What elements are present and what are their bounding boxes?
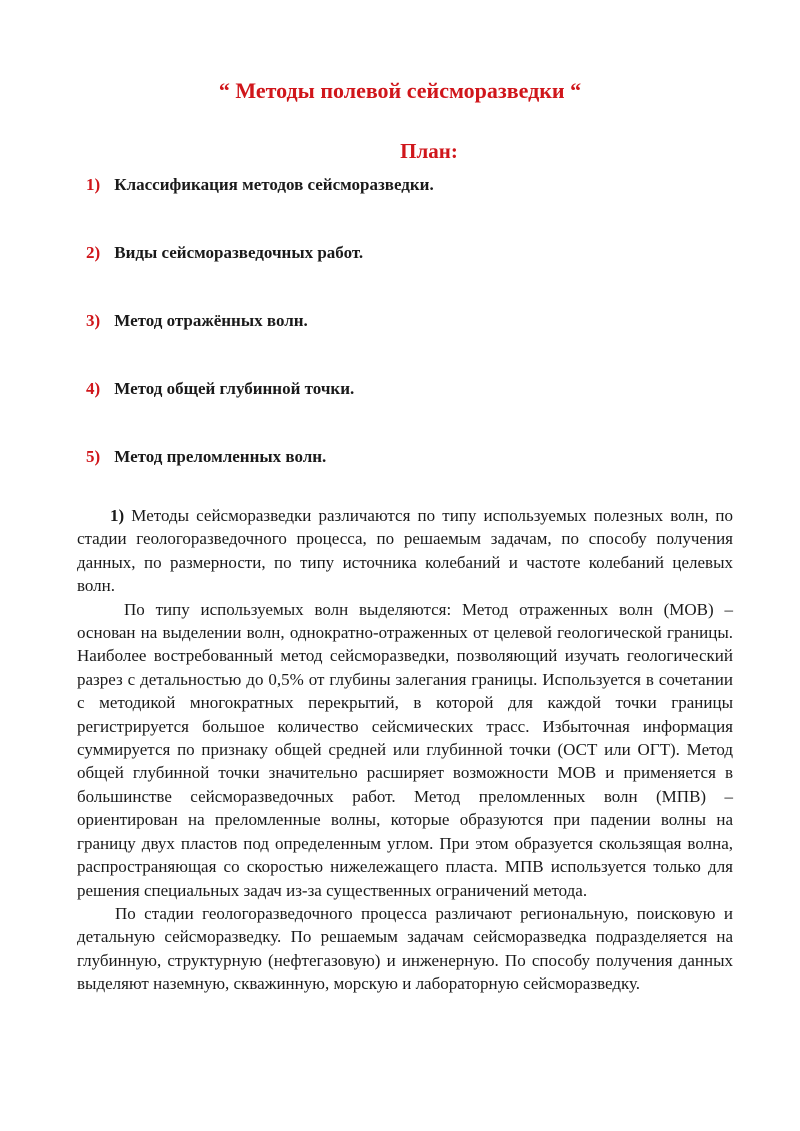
plan-list	[86, 172, 434, 512]
paragraph-number: 1)	[110, 506, 125, 525]
body-text	[77, 504, 733, 996]
paragraph-text: Методы сейсморазведки различаются по типу используемых полезных волн, по стадии геологоразведочного процесса, по решаемым задачам, по способу получения данных, по размерности, по типу источника колебаний и частоте колебаний целевых волн.	[77, 506, 733, 596]
plan-item-text: Метод общей глубинной точки.	[114, 379, 355, 398]
plan-item-number: 5)	[86, 447, 101, 466]
paragraph-stages: По стадии геологоразведочного процесса различают региональную, поисковую и детальную сейсморазведку. По решаемым задачам сейсморазведка подразделяется на глубинную, структурную (нефтегазовую) и инженерную. По способу получения данных выделяют наземную, скважинную, морскую и лабораторную сейсморазведку.	[77, 903, 733, 994]
plan-item-text: Метод преломленных волн.	[114, 447, 327, 466]
plan-item-text: Метод отражённых волн.	[114, 311, 308, 330]
plan-item	[86, 240, 434, 308]
plan-item-number: 2)	[86, 243, 101, 262]
plan-item	[86, 376, 434, 444]
document-title: “ Методы полевой сейсморазведки “	[218, 78, 582, 103]
plan-item-text: Классификация методов сейсморазведки.	[114, 175, 434, 194]
plan-heading: План:	[400, 139, 458, 163]
paragraph-classification	[77, 504, 733, 598]
plan-item	[86, 172, 434, 240]
plan-item-number: 4)	[86, 379, 101, 398]
paragraph-wave-types: По типу используемых волн выделяются: Метод отраженных волн (МОВ) – основан на выделении волн, однократно-отраженных от целевой геологической границы. Наиболее востребованный метод сейсморазведки, позволяющий изучать геологический разрез с детальностью до 0,5% от глубины залегания границы. Используется в сочетании с методикой многократных перекрытий, в которой для каждой точки границы регистрируется большое количество сейсмических трасс. Избыточная информация суммируется по признаку общей средней или глубинной точки (ОСТ или ОГТ). Метод общей глубинной точки значительно расширяет возможности МОВ и применяется в большинстве сейсморазведочных работ. Метод преломленных волн (МПВ) – ориентирован на преломленные волны, которые образуются при падении волны на границу двух пластов под определенным углом. При этом образуется скользящая волна, распространяющая со скоростью нижележащего пласта. МПВ используется только для решения специальных задач из-за существенных ограничений метода.	[77, 599, 733, 900]
plan-item-number: 1)	[86, 175, 101, 194]
plan-item-text: Виды сейсморазведочных работ.	[114, 243, 364, 262]
plan-item	[86, 308, 434, 376]
plan-item-number: 3)	[86, 311, 101, 330]
plan-item	[86, 444, 434, 512]
